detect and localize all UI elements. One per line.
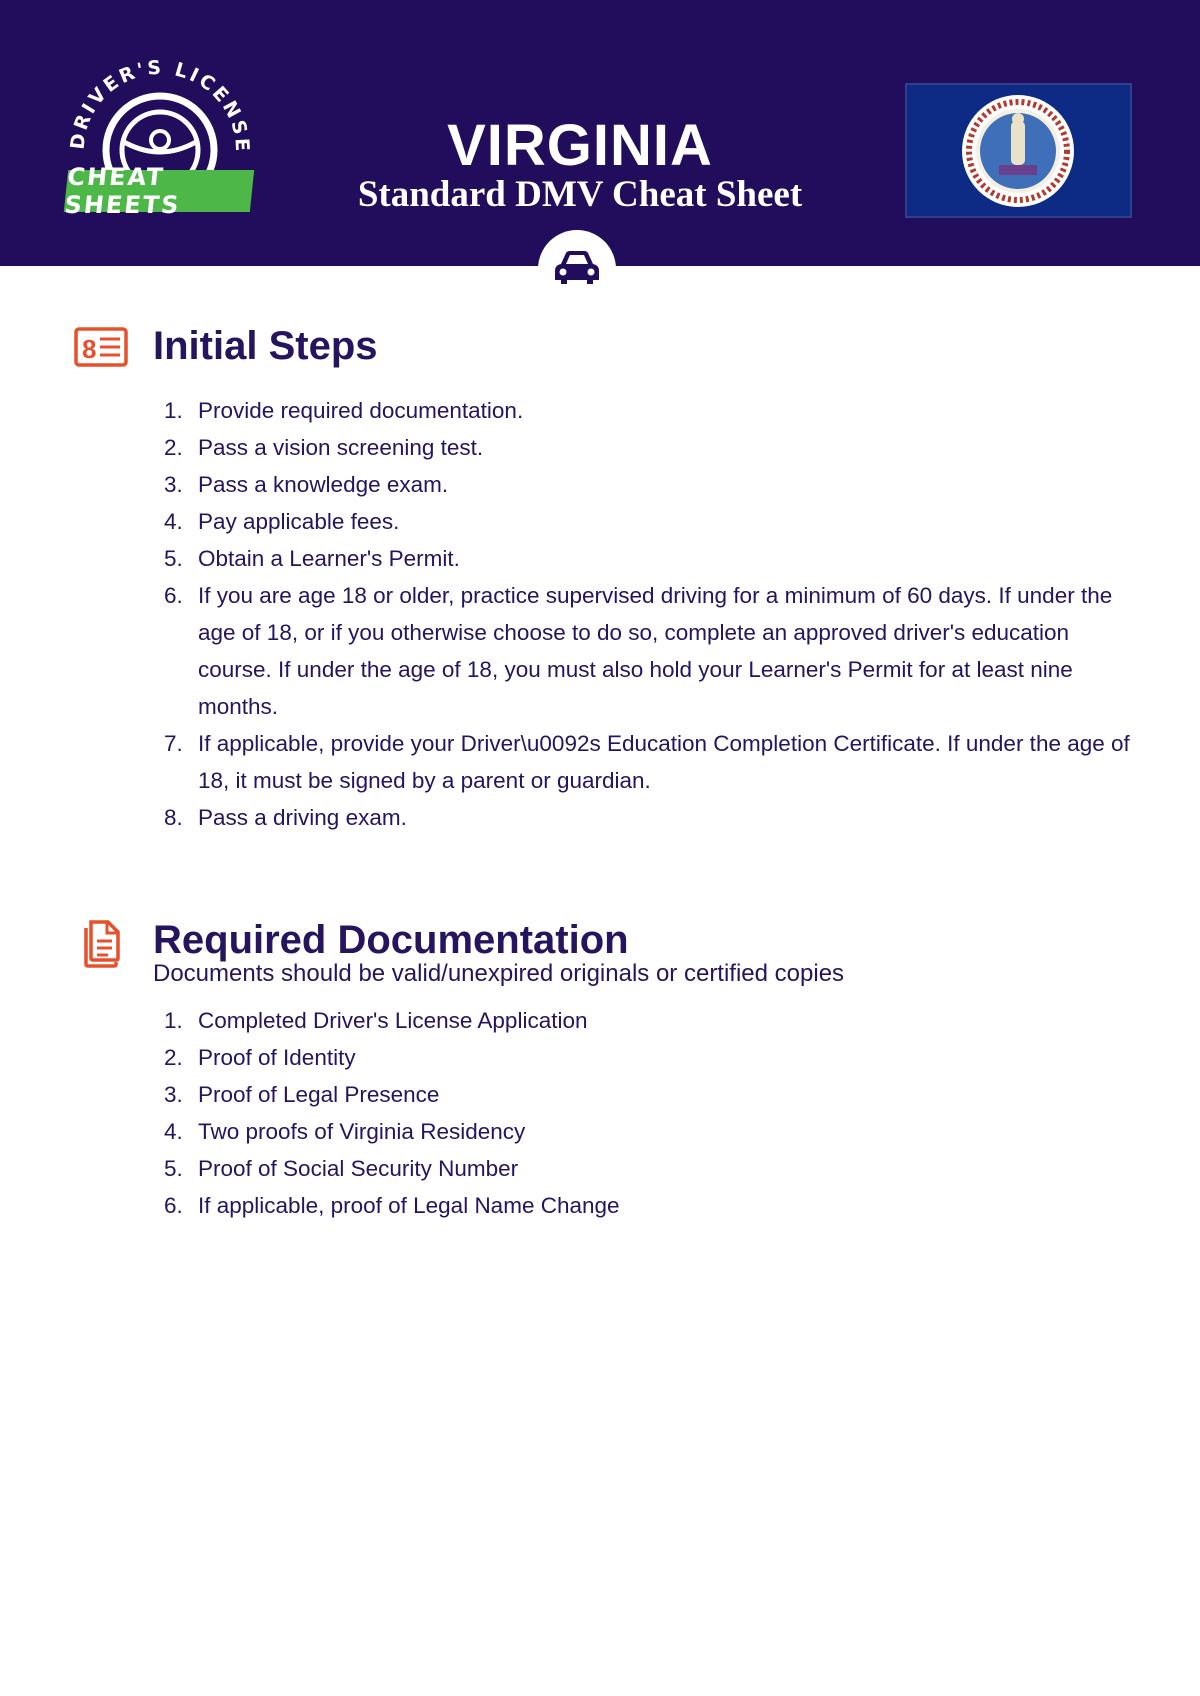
required-documentation-subtitle: Documents should be valid/unexpired originals or certified copies — [153, 960, 845, 987]
list-item-number: 1. — [164, 1008, 183, 1033]
list-item-text: Proof of Identity — [198, 1045, 356, 1070]
list-item-text: Two proofs of Virginia Residency — [198, 1119, 526, 1144]
list-item-text: Proof of Legal Presence — [198, 1082, 440, 1107]
list-item-text: If you are age 18 or older, practice supervised driving for a minimum of 60 days. If under the age of 18, or if you otherwise choose to do so, complete an approved driver's education course. If under the age of 18, you must also hold your Learner's Permit for at least nine months. — [198, 583, 1113, 719]
list-item — [0, 466, 1138, 503]
list-item-text: Pass a vision screening test. — [198, 435, 484, 460]
list-item — [0, 577, 1138, 725]
list-item-number: 8. — [164, 805, 183, 830]
list-item-text: Pay applicable fees. — [198, 509, 400, 534]
header-banner — [0, 0, 1200, 266]
list-item — [0, 503, 1138, 540]
list-item-number: 4. — [164, 509, 183, 534]
list-item — [0, 1150, 1138, 1187]
logo-banner: CHEAT SHEETS — [64, 170, 254, 212]
list-item-text: Completed Driver's License Application — [198, 1008, 588, 1033]
list-item-number: 3. — [164, 1082, 183, 1107]
page-subtitle: Standard DMV Cheat Sheet — [357, 174, 803, 215]
list-item-number: 2. — [164, 1045, 183, 1070]
list-item-text: Provide required documentation. — [198, 398, 524, 423]
list-item-number: 6. — [164, 1193, 183, 1218]
list-item — [0, 1002, 1138, 1039]
state-title: VIRGINIA — [447, 113, 713, 178]
list-item-text: Pass a knowledge exam. — [198, 472, 449, 497]
list-item-number: 2. — [164, 435, 183, 460]
list-item-number: 5. — [164, 546, 183, 571]
id-card-icon — [74, 327, 128, 367]
list-item-text: Proof of Social Security Number — [198, 1156, 519, 1181]
list-item — [0, 1113, 1138, 1150]
list-item-number: 4. — [164, 1119, 183, 1144]
svg-text:DRIVER'S LICENSE — [67, 57, 254, 155]
drivers-license-cheat-sheets-logo — [63, 50, 256, 220]
list-item — [0, 725, 1138, 799]
list-item — [0, 392, 1138, 429]
document-icon — [80, 918, 122, 968]
list-item — [0, 1039, 1138, 1076]
initial-steps-list — [0, 392, 1138, 836]
list-item — [0, 1076, 1138, 1113]
list-item-text: If applicable, proof of Legal Name Change — [198, 1193, 620, 1218]
list-item-text: If applicable, provide your Driver\u0092s Education Completion Certificate. If under the age of 18, it must be signed by a parent or guardian. — [198, 731, 1130, 793]
list-item-text: Obtain a Learner's Permit. — [198, 546, 460, 571]
list-item-number: 1. — [164, 398, 183, 423]
svg-text:8: 8 — [82, 334, 97, 364]
virginia-flag-icon — [905, 83, 1132, 218]
title-block — [300, 113, 860, 216]
car-icon — [553, 248, 601, 288]
required-documentation-title: Required Documentation — [153, 918, 629, 962]
list-item-number: 3. — [164, 472, 183, 497]
list-item-number: 7. — [164, 731, 183, 756]
list-item-number: 5. — [164, 1156, 183, 1181]
logo-arc-text: DRIVER'S LICENSE — [66, 56, 254, 155]
list-item — [0, 540, 1138, 577]
car-badge — [538, 230, 616, 302]
list-item — [0, 1187, 1138, 1224]
steering-wheel-icon — [66, 50, 256, 175]
list-item — [0, 799, 1138, 836]
list-item — [0, 429, 1138, 466]
initial-steps-title: Initial Steps — [153, 324, 378, 368]
list-item-text: Pass a driving exam. — [198, 805, 407, 830]
required-documentation-list — [0, 1002, 1138, 1224]
list-item-number: 6. — [164, 583, 183, 608]
